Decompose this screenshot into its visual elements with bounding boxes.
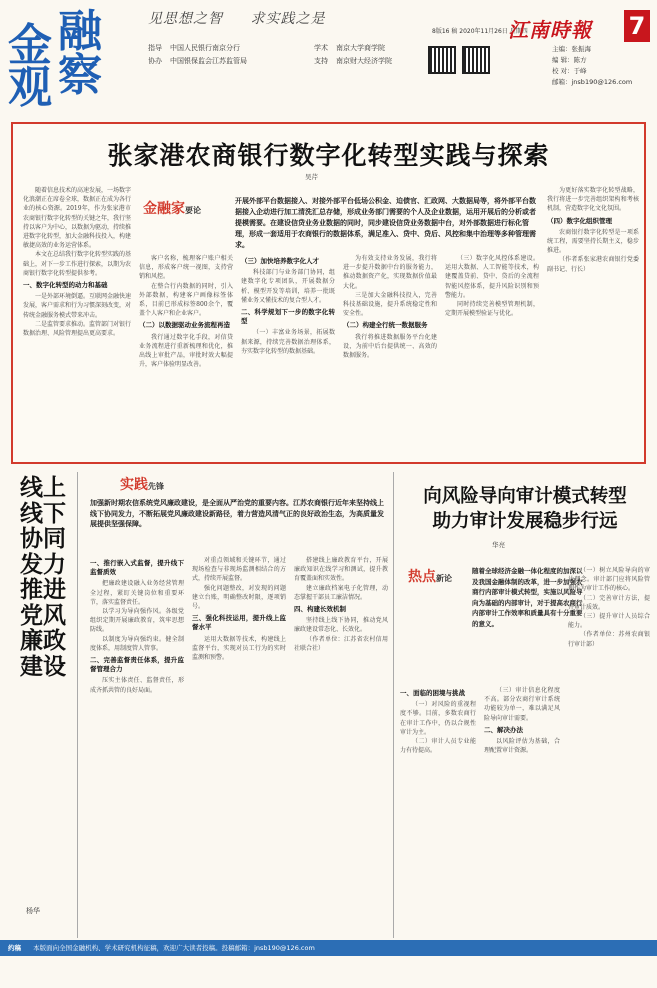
abstract-label — [143, 198, 201, 218]
slogan — [148, 8, 347, 28]
practice-author: 杨华 — [26, 907, 40, 915]
paragraph: 坚持线上线下协同，推动党风廉政建设常态化、长效化。 — [294, 617, 388, 634]
audit-column — [400, 686, 476, 930]
paragraph: 三是加大金融科技投入，完善科技基础设施，提升系统稳定性和安全性。 — [343, 291, 437, 318]
section-heading: 二、完善监督责任体系，提升监督管理合力 — [90, 656, 184, 674]
audit-title-line: 助力审计发展稳步行远 — [432, 511, 618, 532]
paragraph: 以风险评估为基础，合理配置审计资源。 — [484, 738, 560, 755]
abstract-label-suffix: 要论 — [185, 206, 201, 215]
section-heading: 一、数字化转型的动力和基础 — [23, 281, 108, 290]
paragraph: 以学习为导向强作风。各级党组织定期开展廉政教育，筑牢思想防线。 — [90, 608, 184, 634]
paragraph: 建立廉政档案电子化管理，动态掌握干部员工廉洁情况。 — [294, 584, 388, 601]
column-divider — [77, 472, 78, 938]
audit-label-suffix: 新论 — [436, 574, 452, 583]
abstract-text: 开展外部平台数据接入、对接外部平台低场公积金、迫债官、汇政网、大数据局等，将外部平台数据接入企动进行加工清洗汇总存储，形成业务部门需要的个人及企业数据，运用开展后的分析或者提模需要。在建设信贷业务业数据的同时，同步建设信贷业务数据中台，对外部数据进行标化管理，形成一套适用于农商银行的数据体系，满足准入、贷中、贷后、风控和集中治理等多种管理需求。 — [235, 197, 536, 249]
editor-line: 邮箱：jnsb190@126.com — [552, 78, 633, 86]
paragraph: 强化问题整改，对发现的问题建立台账，明确整改时限，逐项销号。 — [192, 584, 286, 611]
academic-label: 学术 — [314, 44, 328, 52]
brand-char: 金 — [8, 20, 52, 71]
feature-abstract — [139, 188, 539, 248]
paragraph: 为有效支持业务发展，我行将进一步提升数据中台的服务能力，推动数据资产化，实现数据价值最大化。 — [343, 255, 437, 290]
slogan-part: 求实践之是 — [250, 11, 326, 27]
audit-column — [484, 686, 560, 930]
author-note: （作者单位：苏州农商银行审计部） — [568, 631, 650, 648]
footer-text: 本版面向全国金融机构、学术研究机构征稿，欢迎广大读者投稿。投稿邮箱：jnsb190@126.com — [33, 944, 315, 952]
paragraph: （三）数字化风控体系建设。运用大数据、人工智能等技术，构建覆盖贷前、贷中、贷后的全流程智能风控体系，提升风险识别和预警能力。 — [445, 255, 539, 299]
abstract-label-main: 金融家 — [143, 201, 185, 217]
paragraph: 我行通过数字化手段，对信贷业务流程进行重新梳理和优化，推出线上审批产品，审批时效大幅提升，客户体验明显改善。 — [139, 333, 233, 369]
practice-label — [120, 474, 164, 494]
editor-list — [552, 44, 632, 88]
qr-code-icon — [462, 46, 490, 74]
brand-char: 察 — [58, 50, 102, 101]
paragraph: （一）对风险的重视程度不够。目前，多数农商行在审计工作中，仍以合规性审计为主。 — [400, 701, 476, 736]
paragraph: （一）丰富业务场景，拓展数据来源，持续完善数据治理体系，夯实数字化转型的数据基础。 — [241, 329, 335, 355]
paragraph: 一是外部环境倒逼。互联网金融快速发展，客户需求和行为习惯深刻改变，对传统金融服务模式带来冲击。 — [23, 293, 131, 319]
column-divider — [393, 472, 394, 938]
paragraph: （二）审计人员专业能力有待提高。 — [400, 738, 476, 755]
assist-label: 协办 — [148, 57, 162, 65]
audit-label-main: 热点 — [408, 569, 436, 585]
guide-value: 中国人民银行南京分行 — [170, 44, 240, 52]
practice-label-main: 实践 — [120, 477, 148, 493]
paragraph: 二是监管要求推动。监管部门对银行数据治理、风险管理提出更高要求。 — [23, 320, 131, 338]
audit-author: 华亮 — [492, 541, 505, 549]
footer-label: 约稿 — [8, 944, 21, 952]
feature-column — [547, 186, 639, 456]
page-number: 7 — [624, 10, 650, 42]
paragraph: 为更好落实数字化转型战略，我行将进一步完善组织架构和考核机制，营造数字化文化氛围。 — [547, 187, 639, 213]
feature-title: 张家港农商银行数字化转型实践与探索 — [107, 141, 550, 170]
slogan-part: 见思想之智 — [148, 11, 223, 27]
audit-column — [568, 566, 650, 930]
practice-abstract: 加强新时期农信系统党风廉政建设，是全面从严治党的重要内容。江苏农商银行近年来坚持线上线下协同发力，不断拓展党风廉政建设新路径，着力营造风清气正的良好政治生态，为高质量发展提供坚强保障。 — [90, 499, 384, 528]
author-note: （作者系张家港农商银行党委副书记、行长） — [547, 256, 639, 273]
paragraph: （二）完善审计方法，提升审计质效。 — [568, 594, 650, 611]
paragraph: 本文在总结我行数字化转型实践的基础上，对下一步工作进行探索，以期为农商银行数字化转型提供参考。 — [23, 251, 131, 277]
paragraph: （一）树立风险导向的审计理念。审计部门应将风险管理作为审计工作的核心。 — [568, 567, 650, 593]
qr-code-icon — [428, 46, 456, 74]
section-heading: （四）数字化组织管理 — [547, 216, 612, 225]
section-brand — [8, 8, 118, 112]
feature-column — [343, 254, 437, 456]
practice-column — [90, 556, 184, 930]
editor-line: 主编：张振海 — [552, 45, 591, 53]
practice-vertical-title: 线上线下协同发力推进党风廉政建设 — [20, 475, 66, 680]
paragraph: 以制度为导向强约束。健全制度体系，用制度管人管事。 — [90, 635, 184, 652]
guide-label: 指导 — [148, 44, 162, 52]
brand-char: 融 — [58, 6, 102, 57]
editor-line: 编 辑：陈方 — [552, 56, 587, 64]
audit-title — [400, 484, 650, 534]
section-heading: （二）构建全行统一数据服务 — [343, 321, 428, 330]
assist-value: 中国银保监会江苏监管局 — [170, 57, 247, 65]
practice-label-suffix: 先锋 — [148, 482, 164, 491]
academic-value: 南京大学商学院 — [336, 44, 385, 52]
section-heading: 二、科学规划下一步的数字化转型 — [241, 308, 335, 326]
feature-article — [11, 122, 646, 464]
brand-char: 观 — [8, 62, 52, 113]
feature-column — [139, 254, 233, 456]
feature-column — [23, 186, 131, 456]
feature-column — [445, 254, 539, 456]
paragraph: 农商银行数字化转型是一项系统工程，需要坚持长期主义，稳步推进。 — [547, 228, 639, 255]
masthead — [0, 0, 657, 118]
paragraph: 同时持续完善模型管理机制，定期开展模型验证与优化。 — [445, 301, 539, 318]
support-label: 支持 — [314, 57, 328, 65]
paragraph: 在整合行内数据的同时，引入外部数据，构建客户画像标签体系，目前已形成标签800余个，覆盖个人客户和企业客户。 — [139, 282, 233, 318]
feature-author: 吴芹 — [305, 173, 318, 181]
author-note: （作者单位：江苏省农村信用社联合社） — [294, 635, 388, 652]
paragraph: 对重点领域和关键环节，通过现场检查与非现场监测相结合的方式，持续开展监督。 — [192, 557, 286, 583]
paragraph: 我行将推进数据服务平台化建设，为前中后台提供统一、高效的数据服务。 — [343, 333, 437, 360]
paragraph: 客户名称，梳理客户账户相关信息，形成客户统一视图，支持营销和风控。 — [139, 255, 233, 281]
editor-line: 校 对：于峰 — [552, 67, 587, 75]
section-heading: 一、面临的困境与挑战 — [400, 689, 465, 697]
paragraph: 随着信息技术的高速发展，一场数字化浪潮正在席卷全球，数据正在成为各行业的核心资源。2019年，作为张家港市农商银行数字化转型的关键之年，我行坚持以客户为中心，以数据为驱动，持续推进数字化转型，加大金融科技投入，构建敏捷高效的业务运营体系。 — [23, 187, 131, 250]
newspaper-logo: 江南時報 — [508, 18, 592, 42]
practice-column — [294, 556, 388, 930]
paragraph: 把廉政建设融入业务经营管理全过程，紧盯关键岗位和重要环节，落实监督责任。 — [90, 580, 184, 606]
paragraph: 运用大数据等技术，构建线上监督平台，实现对员工行为的实时监测和预警。 — [192, 635, 286, 662]
section-heading: （二）以数据驱动业务流程再造 — [139, 321, 230, 330]
section-heading: 四、构建长效机制 — [294, 605, 346, 614]
audit-abstract: 随着全球经济金融一体化程度的加深以及我国金融体制的改革，进一步加强农商行内部审计模式转型，实施以风险导向为基础的内部审计，对于提高农商行内部审计工作效率和质量具有十分重要的意义。 — [472, 567, 583, 628]
paragraph: （三）审计信息化程度不高。部分农商行审计系统功能较为单一，难以满足风险导向审计需要。 — [484, 687, 560, 722]
paragraph: 科技部门与业务部门协同，组建数字化专项团队，开展数据分析、模型开发等培训，培养一批既懂业务又懂技术的复合型人才。 — [241, 269, 335, 304]
feature-column — [241, 254, 335, 456]
section-heading: （三）加快培养数字化人才 — [241, 257, 319, 265]
paragraph: 搭建线上廉政教育平台，开展廉政知识在线学习和测试，提升教育覆盖面和实效性。 — [294, 557, 388, 583]
audit-label — [408, 566, 452, 586]
section-heading: 一、推行嵌入式监督，提升线下监督质效 — [90, 559, 184, 577]
paragraph: （三）提升审计人员综合能力。 — [568, 613, 650, 630]
footer-bar — [0, 940, 657, 956]
practice-column — [192, 556, 286, 930]
paragraph: 压实主体责任、监督责任，形成齐抓共管的良好局面。 — [90, 677, 184, 694]
support-value: 南京财大经济学院 — [336, 57, 392, 65]
section-heading: 二、解决办法 — [484, 725, 523, 734]
audit-title-line: 向风险导向审计模式转型 — [423, 486, 627, 507]
section-heading: 三、强化科技运用，提升线上监督水平 — [192, 614, 286, 632]
paper-info: 8版16 稿 2020年11月26日 星期四 — [432, 28, 528, 35]
